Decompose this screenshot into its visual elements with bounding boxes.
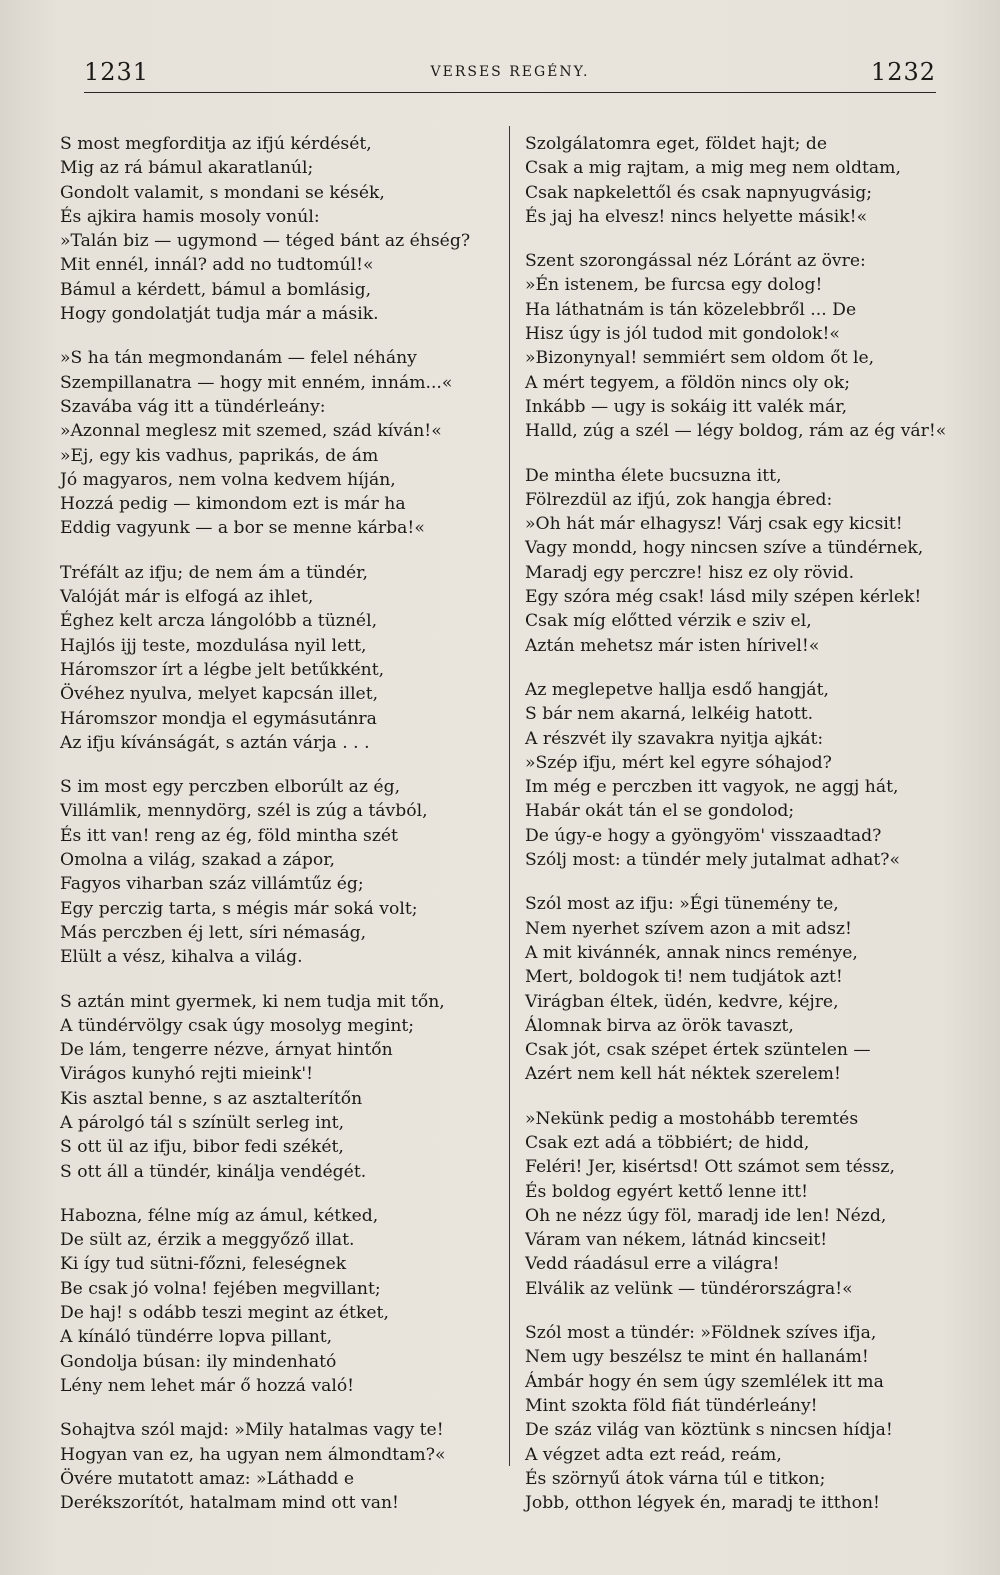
verse-line: Aztán mehetsz már isten hírivel!« (525, 635, 820, 656)
verse-line: »Ej, egy kis vadhus, paprikás, de ám (60, 445, 379, 466)
verse-line: De haj! s odább teszi megint az étket, (60, 1303, 389, 1324)
verse-line: Mig az rá bámul akaratlanúl; (60, 158, 314, 179)
verse-line: És ajkira hamis mosoly vonúl: (60, 206, 320, 227)
verse-line: Csak a mig rajtam, a mig meg nem oldtam, (525, 158, 901, 179)
stanza (60, 132, 500, 326)
verse-line: Más perczben éj lett, síri némaság, (60, 922, 367, 943)
stanza (60, 1418, 500, 1515)
verse-line: Szólj most: a tündér mely jutalmat adhat?« (525, 850, 901, 871)
verse-line: Be csak jó volna! fejében megvillant; (60, 1278, 381, 1299)
verse-line: »Szép ifju, mért kel egyre sóhajod? (525, 752, 832, 773)
verse-line: S ott ül az ifju, bibor fedi székét, (60, 1137, 344, 1158)
verse-line: A mért tegyem, a földön nincs oly ok; (525, 372, 851, 393)
stanza (525, 1107, 965, 1301)
verse-line: Hozzá pedig — kimondom ezt is már ha (60, 494, 406, 515)
verse-line: Gondolja búsan: ily mindenható (60, 1351, 337, 1372)
verse-line: S ott áll a tündér, kinálja vendégét. (60, 1161, 367, 1182)
verse-line: A részvét ily szavakra nyitja ajkát: (525, 728, 824, 749)
verse-line: »Talán biz — ugymond — téged bánt az éhség? (60, 231, 471, 252)
verse-line: S aztán mint gyermek, ki nem tudja mit tőn, (60, 991, 445, 1012)
verse-line: Mert, boldogok ti! nem tudjátok azt! (525, 967, 843, 988)
verse-line: Éghez kelt arcza lángolóbb a tüznél, (60, 611, 378, 632)
verse-line: Eddig vagyunk — a bor se menne kárba!« (60, 518, 425, 539)
verse-line: Szempillanatra — hogy mit enném, innám...« (60, 372, 453, 393)
page-number-right: 1232 (870, 58, 936, 86)
verse-line: Hogy gondolatját tudja már a másik. (60, 304, 379, 325)
verse-line: Váram van nékem, látnád kincseit! (525, 1230, 828, 1251)
verse-line: Az ifju kívánságát, s aztán várja . . . (60, 732, 370, 753)
verse-line: Az meglepetve hallja esdő hangját, (525, 679, 829, 700)
verse-line: »Azonnal meglesz mit szemed, szád kíván!« (60, 421, 442, 442)
verse-line: És szörnyű átok várna túl e titkon; (525, 1468, 826, 1489)
verse-line: Feléri! Jer, kisértsd! Ott számot sem téssz, (525, 1157, 895, 1178)
verse-line: A tündérvölgy csak úgy mosolyg megint; (60, 1015, 415, 1036)
verse-line: »Nekünk pedig a mostohább teremtés (525, 1108, 859, 1129)
verse-line: Ki így tud sütni-főzni, feleségnek (60, 1254, 347, 1275)
verse-line: Szent szorongással néz Lóránt az övre: (525, 251, 866, 272)
verse-line: Övéhez nyulva, melyet kapcsán illet, (60, 684, 379, 705)
stanza (60, 990, 500, 1184)
verse-line: Övére mutatott amaz: »Láthadd e (60, 1468, 355, 1489)
verse-line: Nem ugy beszélsz te mint én hallanám! (525, 1347, 869, 1368)
verse-line: Villámlik, mennydörg, szél is zúg a távból, (60, 801, 428, 822)
verse-line: Csak jót, csak szépet értek szüntelen — (525, 1040, 871, 1061)
verse-line: De úgy-e hogy a gyöngyöm' visszaadtad? (525, 825, 882, 846)
verse-line: Virágban éltek, üdén, kedvre, kéjre, (525, 991, 839, 1012)
verse-line: Maradj egy perczre! hisz ez oly rövid. (525, 562, 855, 583)
left-column (60, 132, 500, 1535)
stanza (525, 892, 965, 1086)
verse-line: A mit kivánnék, annak nincs reménye, (525, 942, 858, 963)
verse-line: Derékszorítót, hatalmam mind ott van! (60, 1493, 399, 1514)
verse-line: »Oh hát már elhagysz! Várj csak egy kicsit! (525, 514, 903, 535)
verse-line: Virágos kunyhó rejti mieink'! (60, 1064, 314, 1085)
verse-line: Hogyan van ez, ha ugyan nem álmondtam?« (60, 1444, 446, 1465)
verse-line: Szolgálatomra eget, földet hajt; de (525, 134, 828, 154)
verse-line: Gondolt valamit, s mondani se késék, (60, 182, 385, 203)
verse-line: Vedd ráadásul erre a világra! (525, 1254, 780, 1275)
verse-line: Bámul a kérdett, bámul a bomlásig, (60, 279, 372, 300)
stanza (525, 464, 965, 658)
stanza (60, 561, 500, 755)
stanza (525, 132, 965, 229)
verse-line: Tréfált az ifju; de nem ám a tündér, (60, 562, 368, 583)
verse-line: Azért nem kell hát néktek szerelem! (525, 1064, 841, 1085)
verse-line: Habozna, félne míg az ámul, kétked, (60, 1205, 379, 1226)
verse-line: Csak ezt adá a többiért; de hidd, (525, 1132, 810, 1153)
verse-line: Háromszor írt a légbe jelt betűkként, (60, 659, 385, 680)
verse-line: »Én istenem, be furcsa egy dolog! (525, 275, 823, 296)
verse-line: Mit ennél, innál? add no tudtomúl!« (60, 255, 374, 276)
verse-line: A végzet adta ezt reád, reám, (525, 1444, 782, 1465)
verse-line: »S ha tán megmondanám — felel néhány (60, 348, 417, 369)
verse-line: Csak napkelettől és csak napnyugvásig; (525, 182, 873, 203)
verse-line: »Bizonynyal! semmiért sem oldom őt le, (525, 348, 875, 369)
running-title: VERSES REGÉNY. (430, 64, 590, 80)
column-divider (509, 126, 510, 1466)
verse-line: De száz világ van köztünk s nincsen hídja! (525, 1420, 893, 1441)
running-header (84, 58, 936, 93)
stanza (60, 1204, 500, 1398)
verse-line: Egy perczig tarta, s mégis már soká volt; (60, 898, 418, 919)
verse-line: Elült a vész, kihalva a világ. (60, 947, 303, 968)
verse-line: De sült az, érzik a meggyőző illat. (60, 1230, 355, 1251)
verse-line: Mint szokta föld fiát tündérleány! (525, 1395, 818, 1416)
verse-line: Szavába vág itt a tündérleány: (60, 396, 326, 417)
verse-line: Fagyos viharban száz villámtűz ég; (60, 874, 364, 895)
verse-line: És boldog egyért kettő lenne itt! (525, 1181, 809, 1202)
verse-line: Szól most az ifju: »Égi tünemény te, (525, 894, 839, 915)
verse-line: Im még e perczben itt vagyok, ne aggj hát, (525, 777, 899, 798)
verse-line: Csak míg előtted vérzik e sziv el, (525, 611, 812, 632)
verse-line: Fölrezdül az ifjú, zok hangja ébred: (525, 489, 833, 510)
verse-line: Ha láthatnám is tán közelebbről ... De (525, 299, 857, 320)
verse-line: Jobb, otthon légyek én, maradj te itthon! (525, 1493, 880, 1514)
verse-line: A párolgó tál s színült serleg int, (60, 1112, 345, 1133)
verse-line: Álomnak birva az örök tavaszt, (525, 1015, 794, 1036)
verse-line: Hisz úgy is jól tudod mit gondolok!« (525, 324, 840, 345)
stanza (60, 775, 500, 969)
verse-line: Omolna a világ, szakad a zápor, (60, 850, 336, 871)
verse-line: S bár nem akarná, lelkéig hatott. (525, 704, 814, 725)
verse-line: Hajlós ijj teste, mozdulása nyil lett, (60, 635, 367, 656)
verse-line: De mintha élete bucsuzna itt, (525, 465, 782, 486)
verse-line: Vagy mondd, hogy nincsen szíve a tündérnek, (525, 538, 924, 559)
verse-line: Habár okát tán el se gondolod; (525, 801, 795, 822)
verse-line: Inkább — ugy is sokáig itt valék már, (525, 396, 848, 417)
verse-line: Elválik az velünk — tündérországra!« (525, 1278, 853, 1299)
verse-line: S most megforditja az ifjú kérdését, (60, 134, 372, 154)
verse-line: Jó magyaros, nem volna kedvem híján, (60, 469, 396, 490)
verse-line: Oh ne nézz úgy föl, maradj ide len! Nézd, (525, 1205, 887, 1226)
verse-line: Valóját már is elfogá az ihlet, (60, 587, 314, 608)
stanza (525, 249, 965, 443)
page-number-left: 1231 (84, 58, 150, 86)
verse-line: És jaj ha elvesz! nincs helyette másik!« (525, 206, 868, 227)
verse-line: S im most egy perczben elborúlt az ég, (60, 777, 401, 798)
verse-line: Nem nyerhet szívem azon a mit adsz! (525, 918, 852, 939)
verse-line: Háromszor mondja el egymásutánra (60, 708, 377, 729)
verse-line: Sohajtva szól majd: »Mily hatalmas vagy te! (60, 1420, 444, 1441)
verse-line: Lény nem lehet már ő hozzá való! (60, 1375, 355, 1396)
verse-line: Ámbár hogy én sem úgy szemlélek itt ma (525, 1371, 884, 1392)
right-column (525, 132, 965, 1535)
stanza (60, 346, 500, 540)
verse-line: És itt van! reng az ég, föld mintha szét (60, 825, 398, 846)
verse-line: A kínáló tündérre lopva pillant, (60, 1327, 333, 1348)
stanza (525, 1321, 965, 1515)
verse-line: Kis asztal benne, s az asztalterítőn (60, 1088, 363, 1109)
stanza (525, 678, 965, 872)
verse-line: De lám, tengerre nézve, árnyat hintőn (60, 1040, 393, 1061)
verse-line: Szól most a tündér: »Földnek szíves ifja, (525, 1323, 877, 1344)
verse-line: Halld, zúg a szél — légy boldog, rám az ég vár!« (525, 421, 947, 442)
verse-line: Egy szóra még csak! lásd mily szépen kérlek! (525, 587, 922, 608)
